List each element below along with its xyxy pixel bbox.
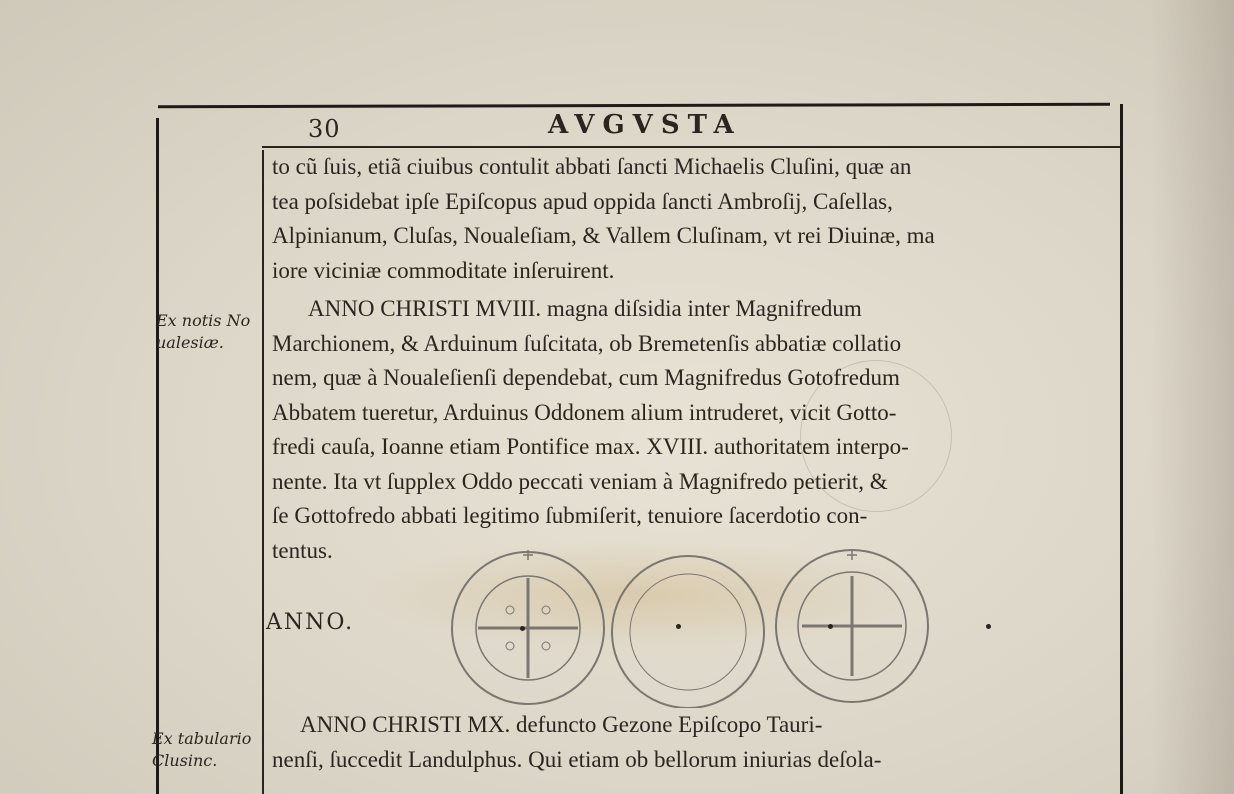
- text-line: tea poſsidebat ipſe Epiſcopus apud oppida ſancti Ambroſij, Caſellas,: [272, 188, 893, 214]
- text-line: ſe Gottofredo abbati legitimo ſubmiſerit, tenuiore ſacerdotio con-: [272, 503, 868, 528]
- text-line: tentus.: [272, 537, 333, 563]
- margin-note-tabulario: Ex tabulario Clusinc.: [152, 729, 252, 770]
- paragraph-1: [272, 150, 1120, 288]
- running-head: AVGVSTA: [548, 110, 742, 140]
- coin-dot: [828, 624, 833, 629]
- text-line: ANNO CHRISTI MVIII. magna diſsidia inter Magnifredum: [308, 296, 862, 321]
- page-frame-top: [158, 103, 1110, 108]
- coin-1: [452, 550, 604, 704]
- text-line: Abbatem tueretur, Arduinus Oddonem alium intruderet, vicit Gotto-: [272, 399, 897, 425]
- text-line: nente. Ita vt ſupplex Oddo peccati veniam à Magnifredo petierit, &: [272, 468, 888, 494]
- text-line: Marchionem, & Arduinum ſuſcitata, ob Bremetenſis abbatiæ collatio: [272, 330, 902, 356]
- text-line: Alpinianum, Cluſas, Noualeſiam, & Vallem Cluſinam, vt rei Diuinæ, ma: [272, 223, 935, 248]
- coin-dot: [986, 624, 991, 629]
- text-line: iore viciniæ commoditate inſeruirent.: [272, 257, 615, 283]
- text-line: nem, quæ à Noualeſienſi dependebat, cum Magnifredus Gotofredum: [272, 365, 900, 390]
- text-line: fredi cauſa, Ioanne etiam Pontifice max. XVIII. authoritatem interpo-: [272, 434, 909, 459]
- coin-dot: [676, 624, 681, 629]
- coin-3: [776, 550, 928, 702]
- page-frame-left: [156, 118, 159, 794]
- margin-divider: [262, 150, 264, 794]
- page-frame-right: [1120, 104, 1123, 794]
- coin-dot: [520, 626, 525, 631]
- anno-label: ANNO.: [266, 610, 355, 635]
- coin-2: [612, 556, 764, 708]
- text-line: nenſi, ſuccedit Landulphus. Qui etiam ob bellorum iniurias deſola-: [272, 746, 882, 772]
- margin-note-notis: Ex notis No ualesiæ.: [156, 311, 251, 352]
- header-rule: [262, 146, 1120, 148]
- paragraph-3: [272, 708, 1120, 777]
- paragraph-2: [272, 292, 1120, 568]
- text-line: ANNO CHRISTI MX. defuncto Gezone Epiſcopo Tauri-: [300, 712, 823, 737]
- text-line: to cũ ſuis, etiã ciuibus contulit abbati ſancti Michaelis Cluſini, quæ an: [272, 154, 912, 179]
- page-number: 30: [308, 115, 341, 143]
- book-gutter-shadow: [1150, 0, 1234, 794]
